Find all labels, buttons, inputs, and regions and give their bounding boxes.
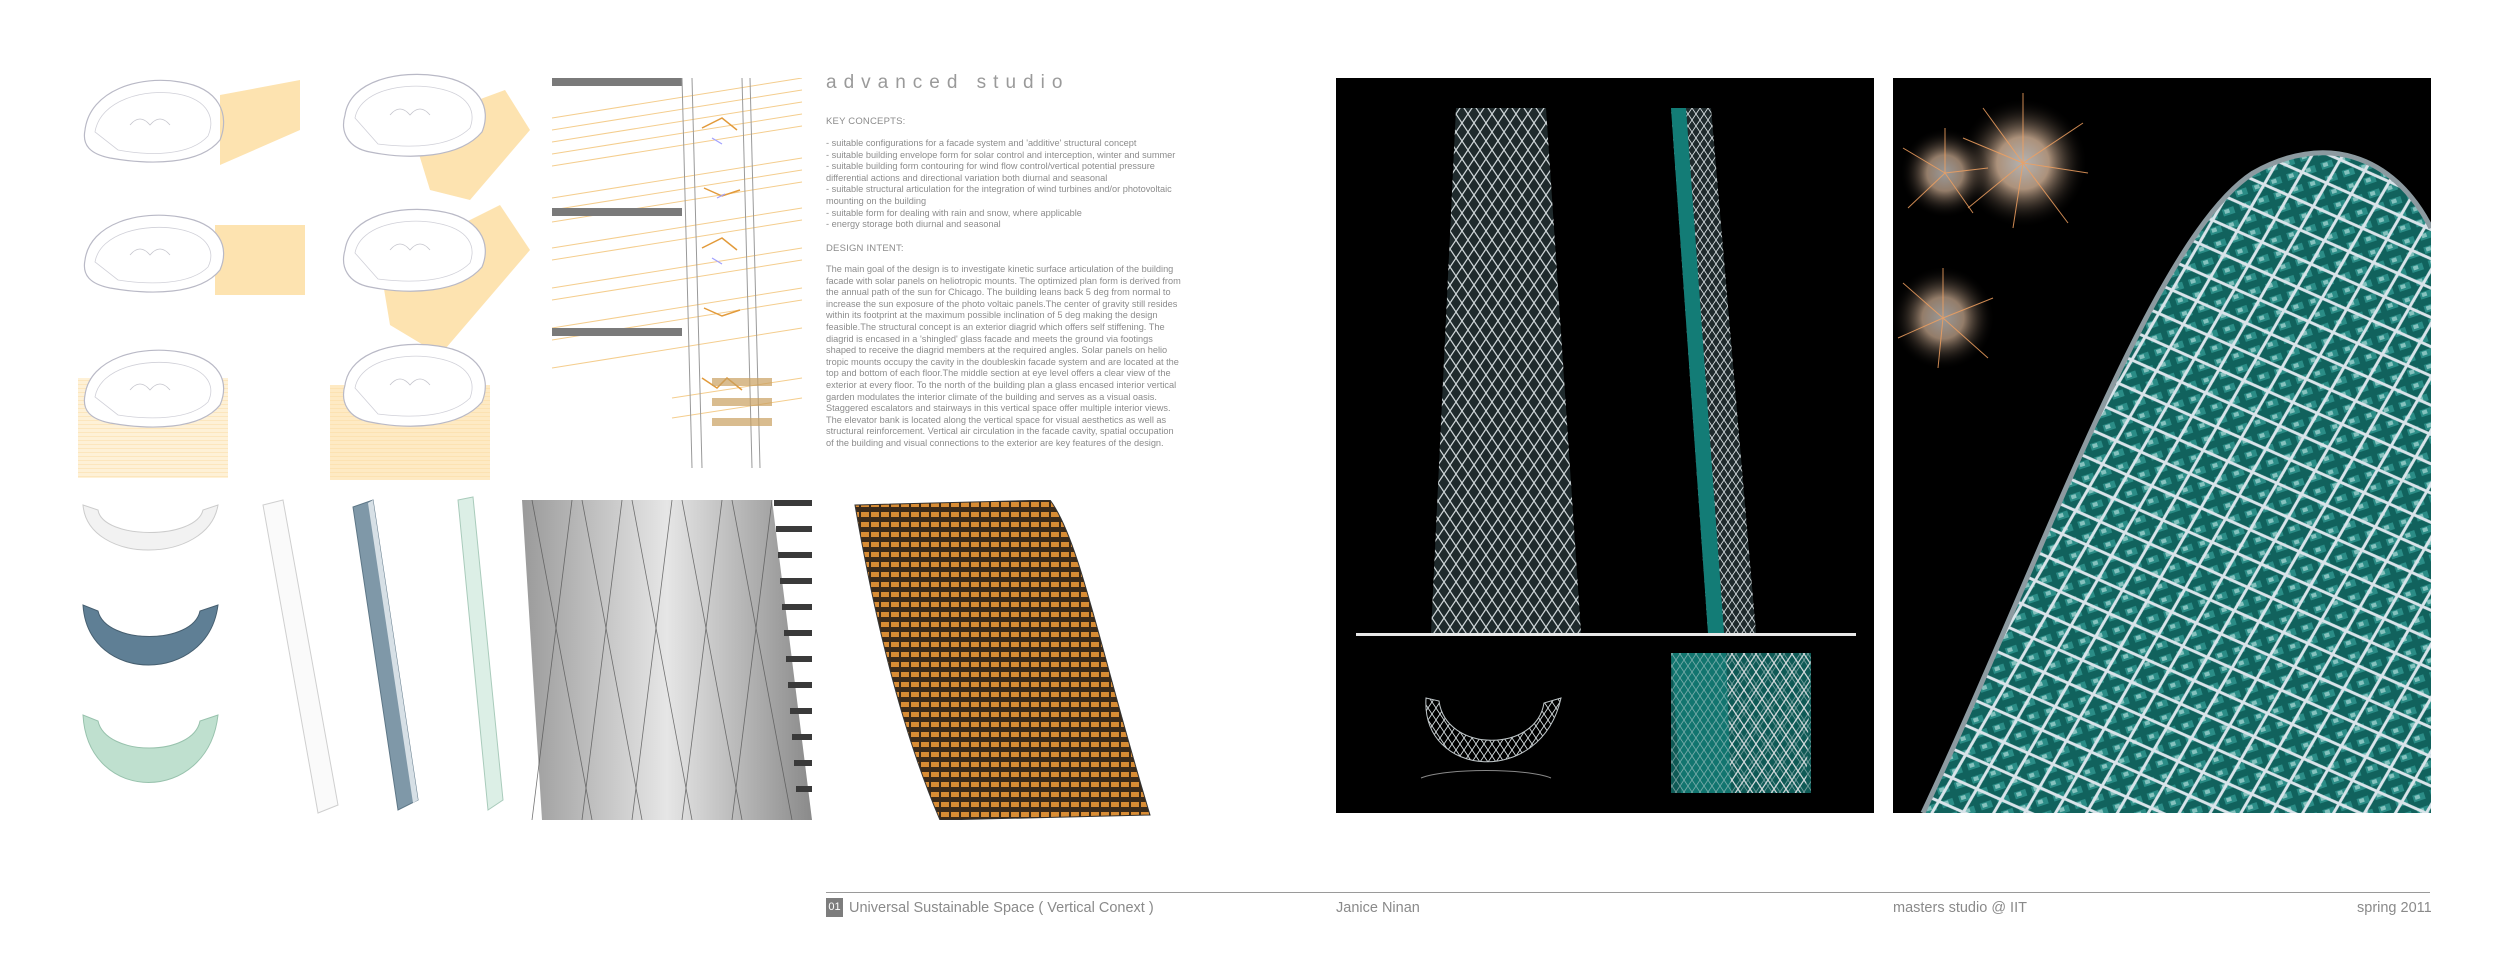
key-concept-item: - energy storage both diurnal and seasonal bbox=[826, 219, 1001, 230]
plan-diagram-1 bbox=[84, 80, 300, 165]
plan-diagram-6 bbox=[330, 344, 490, 480]
key-concept-item: - suitable building form contouring for wind flow control/vertical potential pressure bbox=[826, 161, 1155, 172]
key-concept-item: - suitable structural articulation for the integration of wind turbines and/or photovoltaic bbox=[826, 184, 1172, 195]
plan-diagram-2 bbox=[344, 74, 530, 200]
author-name: Janice Ninan bbox=[1336, 900, 1420, 916]
plan-diagram-3 bbox=[84, 215, 305, 295]
fireworks bbox=[1893, 93, 2088, 370]
key-concepts-heading: KEY CONCEPTS: bbox=[826, 116, 906, 127]
key-concept-item: differential actions and directional variation both diurnal and seasonal bbox=[826, 172, 1108, 183]
plan-diagram-5 bbox=[78, 350, 228, 478]
plan-diagram-4 bbox=[344, 205, 530, 355]
tower-elevation-render bbox=[1336, 78, 1874, 813]
board-title: advanced studio bbox=[826, 72, 1070, 93]
program-name: masters studio @ IIT bbox=[1893, 900, 2027, 916]
component-columns bbox=[258, 495, 508, 825]
design-intent-text: The main goal of the design is to investigate kinetic surface articulation of the building facade with solar panels on heliotropic mounts. The optimized plan form is derived from the annual path of the sun for Chicago. The building leans back 5 deg from normal to increase the sun exposure of the photo voltaic panels.The center of gravity still resides within its footprint at the maximum possible inclination of 5 deg making the design feasible.The structural concept is an exterior diagrid which offers self stiffening. The diagrid is encased in a 'shingled' glass facade and meets the ground via footings shaped to receive the diagrid members at the required angles. Solar panels on helio tropic mounts occupy the cavity in the doubleskin facade system and are located at the top and bottom of each floor.The middle section at eye level offers a clear view of the exterior at every floor. To the north of the building plan a glass encased interior vertical garden modulates the interior climate of the building and serves as a visual oasis. Staggered escalators and stairways in this vertical space offer multiple interior views. The elevator bank is located along the vertical space for visual aesthetics as well as structural reinforcement. Vertical air circulation in the facade cavity, spatial occupation of the building and visual connections to the exterior are key features of the design. bbox=[826, 264, 1181, 448]
project-title: Universal Sustainable Space ( Vertical Conext ) bbox=[849, 900, 1154, 916]
key-concept-item: mounting on the building bbox=[826, 195, 927, 206]
facade-section-detail bbox=[552, 78, 812, 478]
component-shells bbox=[78, 495, 228, 825]
solar-panel-facade-model bbox=[850, 500, 1160, 820]
design-intent-heading: DESIGN INTENT: bbox=[826, 243, 904, 254]
key-concepts-list bbox=[826, 138, 1181, 231]
footer-rule bbox=[826, 892, 2430, 893]
solar-plan-diagrams-col2 bbox=[320, 70, 560, 480]
page-number-badge: 01 bbox=[826, 898, 843, 917]
tower-perspective-render bbox=[1893, 78, 2431, 813]
term-label: spring 2011 bbox=[2357, 900, 2432, 916]
key-concept-item: - suitable configurations for a facade system and 'additive' structural concept bbox=[826, 138, 1137, 148]
diagrid-facade-model bbox=[512, 500, 812, 820]
key-concept-item: - suitable building envelope form for solar control and interception, winter and summer bbox=[826, 149, 1176, 160]
solar-plan-diagrams bbox=[70, 70, 310, 480]
key-concept-item: - suitable form for dealing with rain and snow, where applicable bbox=[826, 207, 1082, 218]
